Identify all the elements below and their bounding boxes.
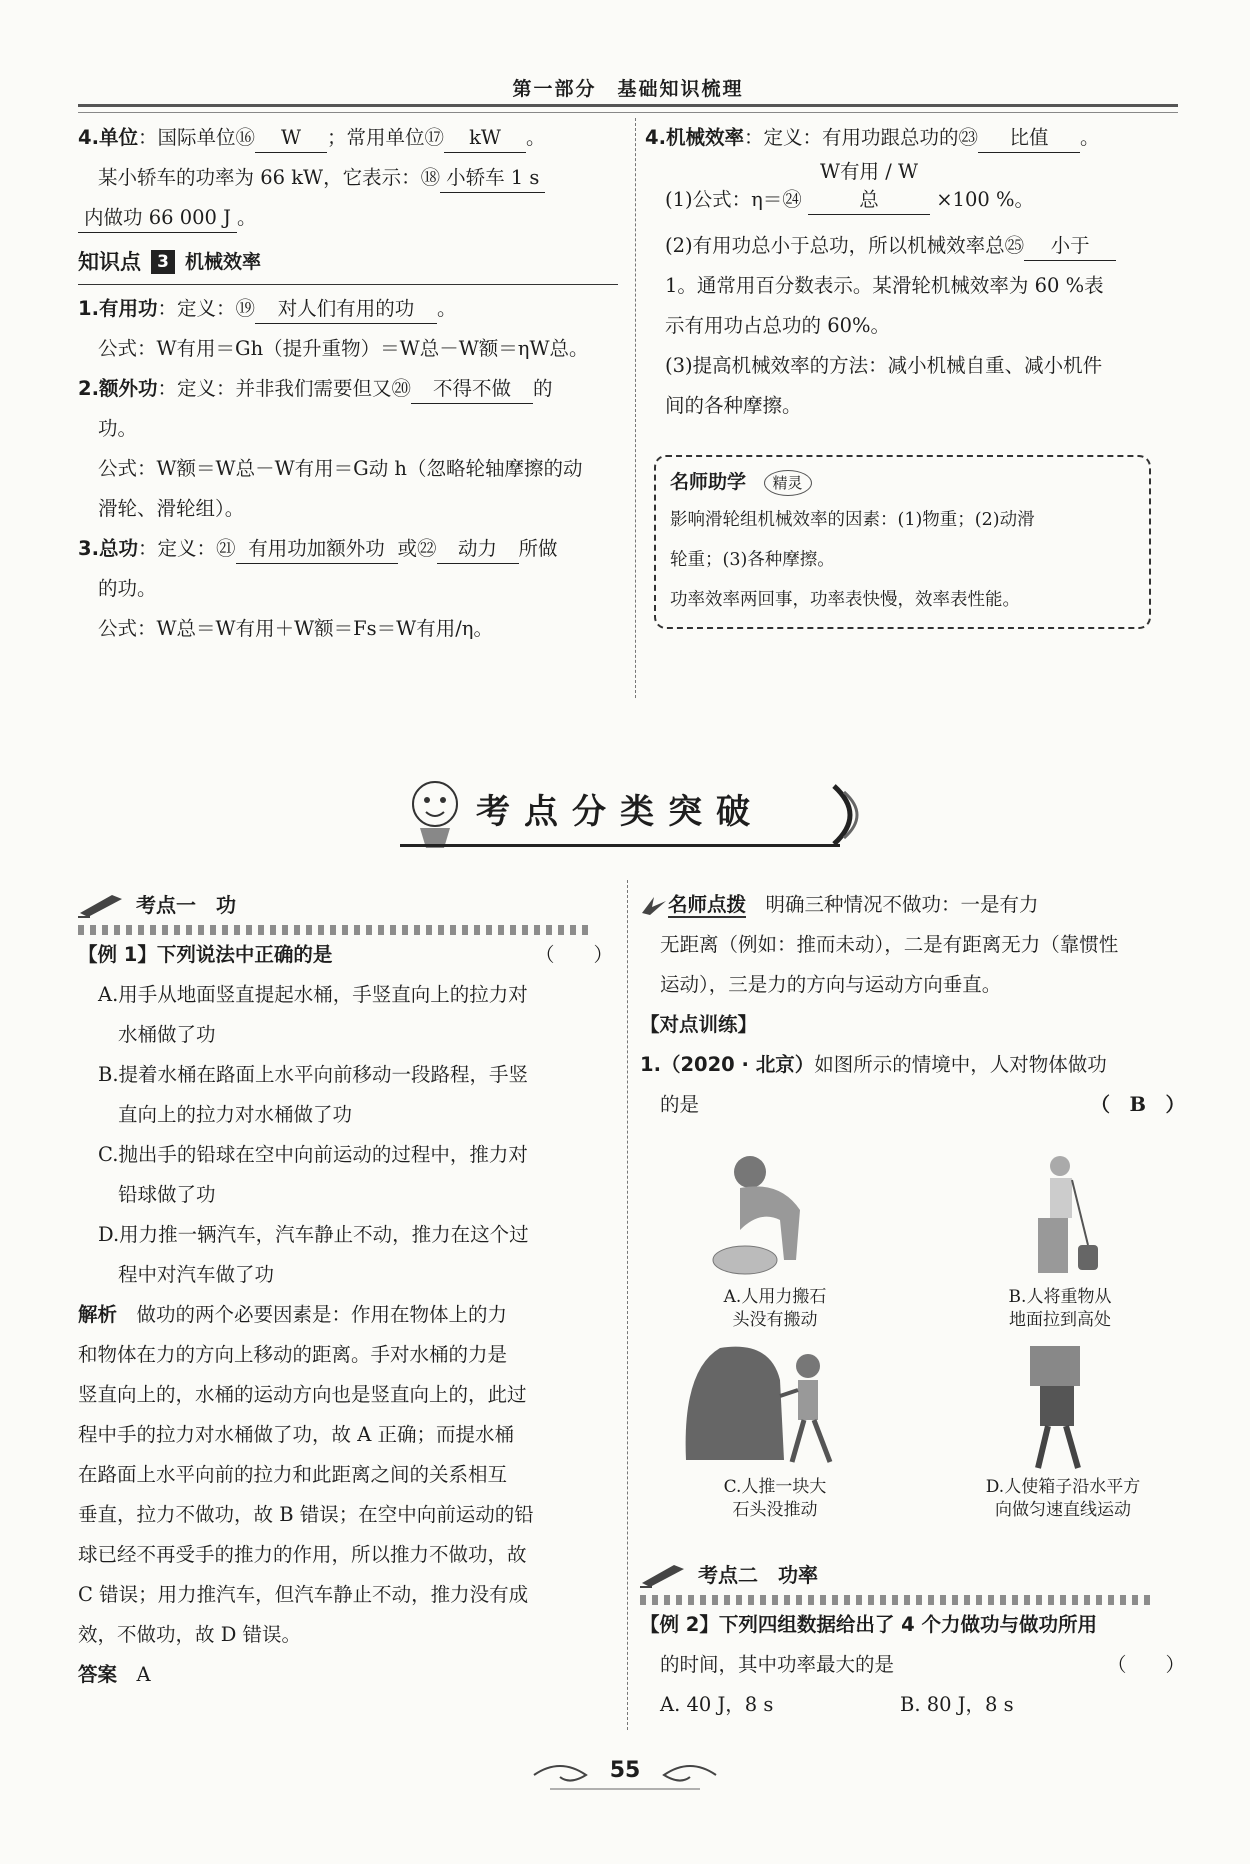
section-banner: 考点分类突破 xyxy=(400,782,840,847)
answer-18b: 内做功 66 000 J xyxy=(78,204,237,233)
option-b: B.提着水桶在路面上水平向前移动一段路程，手竖 xyxy=(98,1063,529,1086)
answer-17: kW xyxy=(444,124,526,153)
useful-formula: 公式：W有用＝Gh（提升重物）＝W总－W额＝ηW总。 xyxy=(98,337,589,360)
knowledge-point-3-heading: 知识点 3 机械效率 xyxy=(78,240,618,285)
total-formula: 公式：W总＝W有用＋W额＝Fs＝W有用/η。 xyxy=(98,617,493,640)
analysis-line-4: 程中手的拉力对水桶做了功，故 A 正确；而提水桶 xyxy=(78,1423,514,1446)
answer-19: 对人们有用的功 xyxy=(255,295,437,324)
answer-line: 答案 A xyxy=(78,1663,151,1686)
figure-d-illustration xyxy=(1010,1340,1120,1475)
exam-point-2-heading: 考点二 功率 xyxy=(640,1555,1185,1595)
example-2-options: A. 40 J，8 s B. 80 J，8 s xyxy=(660,1693,1014,1716)
right-top-column xyxy=(645,118,1185,426)
right-bottom-column-2 xyxy=(640,1555,1185,1725)
figure-d-caption: D.人使箱子沿水平方 向做匀速直线运动 xyxy=(985,1477,1141,1520)
efficiency-formula: (1)公式：η＝㉔ W有用 / W总 ×100 %。 xyxy=(645,158,1185,226)
tip-line-2: 轮重；(3)各种摩擦。 xyxy=(670,550,835,570)
answer-18a: 小轿车 1 s xyxy=(440,164,545,193)
banner-swoosh-icon xyxy=(830,782,870,848)
answer-23: 比值 xyxy=(978,124,1080,153)
tip-stamp: 精灵 xyxy=(764,470,812,496)
column-divider-bottom xyxy=(627,880,628,1730)
tip-dianbo-line-2: 无距离（例如：推而未动），二是有距离无力（靠惯性 xyxy=(660,933,1119,956)
example-1-stem: 【例 1】下列说法中正确的是 （ ） xyxy=(78,943,613,966)
efficiency-p3b: 间的各种摩擦。 xyxy=(665,394,802,417)
total-work-line-2: 的功。 xyxy=(98,577,157,600)
figure-a-illustration xyxy=(700,1150,840,1280)
option-d-2: 程中对汽车做了功 xyxy=(118,1263,275,1286)
right-bottom-column xyxy=(640,885,1185,1125)
page-number: 55 xyxy=(609,1758,641,1783)
analysis-line-6: 垂直，拉力不做功，故 B 错误；在空中向前运动的铅 xyxy=(78,1503,534,1526)
training-heading: 【对点训练】 xyxy=(640,1013,758,1036)
extra-work-line: 2.额外功：定义：并非我们需要但又⑳ 不得不做 的 xyxy=(78,369,618,409)
tip-line-3: 功率效率两回事，功率表快慢，效率表性能。 xyxy=(670,590,1020,610)
analysis-line-5: 在路面上水平向前的拉力和此距离之间的关系相互 xyxy=(78,1463,508,1486)
tip-dianbo-line-1: 名师点拨 明确三种情况不做功：一是有力 xyxy=(640,885,1185,925)
efficiency-p2c: 示有用功占总功的 60%。 xyxy=(665,314,891,337)
tip-dianbo-line-3: 运动），三是力的方向与运动方向垂直。 xyxy=(660,973,1002,996)
answer-22: 动力 xyxy=(437,535,519,564)
analysis-line-8: C 错误；用力推汽车，但汽车静止不动，推力没有成 xyxy=(78,1583,529,1606)
example-2-stem: 【例 2】下列四组数据给出了 4 个力做功与做功所用 xyxy=(640,1613,1098,1636)
tip-line-1: 影响滑轮组机械效率的因素：(1)物重；(2)动滑 xyxy=(670,510,1035,530)
analysis-line-7: 球已经不再受手的推力的作用，所以推力不做功，故 xyxy=(78,1543,527,1566)
header-rule xyxy=(78,104,1178,113)
tip-box xyxy=(654,455,1151,629)
page-header: 第一部分 基础知识梳理 xyxy=(512,78,744,100)
wave-rule xyxy=(78,925,588,935)
question-1-line: 1.（2020 · 北京）如图所示的情境中，人对物体做功 xyxy=(640,1053,1107,1076)
car-line: 某小轿车的功率为 66 kW，它表示：⑱ 小轿车 1 s xyxy=(78,158,618,198)
analysis-line-2: 和物体在力的方向上移动的距离。手对水桶的力是 xyxy=(78,1343,508,1366)
figure-c-illustration xyxy=(680,1340,860,1475)
unit-line: 4.单位：国际单位⑯ W ；常用单位⑰ kW 。 xyxy=(78,118,618,158)
figure-b-caption: B.人将重物从 地面拉到高处 xyxy=(1008,1287,1112,1330)
figure-a-caption: A.人用力搬石 头没有搬动 xyxy=(723,1287,827,1330)
exam-point-1-heading: 考点一 功 xyxy=(78,885,613,925)
answer-16: W xyxy=(255,124,327,153)
option-c-2: 铅球做了功 xyxy=(118,1183,216,1206)
figure-b-illustration xyxy=(1010,1150,1120,1280)
sparkle-icon xyxy=(640,895,668,917)
extra-formula-2: 滑轮、滑轮组）。 xyxy=(98,497,245,520)
answer-21: 有用功加额外功 xyxy=(236,535,398,564)
car-line-2: 内做功 66 000 J 。 xyxy=(78,198,618,238)
question-1-answer: （ B ） xyxy=(1090,1093,1185,1116)
tip-box-title-row: 名师助学 精灵 xyxy=(670,465,1135,500)
option-a: A.用手从地面竖直提起水桶，手竖直向上的拉力对 xyxy=(98,983,528,1006)
analysis-line-9: 效，不做功，故 D 错误。 xyxy=(78,1623,302,1646)
column-divider-top xyxy=(635,118,636,698)
wave-rule xyxy=(640,1595,1150,1605)
useful-work-line: 1.有用功：定义：⑲ 对人们有用的功 。 xyxy=(78,289,618,329)
total-work-line: 3.总功：定义：㉑ 有用功加额外功 或㉒ 动力 所做 xyxy=(78,529,618,569)
answer-20: 不得不做 xyxy=(411,375,533,404)
extra-formula: 公式：W额＝W总－W有用＝G动 h（忽略轮轴摩擦的动 xyxy=(98,457,583,480)
option-c: C.抛出手的铅球在空中向前运动的过程中，推力对 xyxy=(98,1143,528,1166)
efficiency-line: 4.机械效率：定义：有用功跟总功的㉓ 比值 。 xyxy=(645,118,1185,158)
answer-24: W有用 / W总 xyxy=(808,158,930,215)
analysis-line-3: 竖直向上的，水桶的运动方向也是竖直向上的，此过 xyxy=(78,1383,527,1406)
left-bottom-column xyxy=(78,885,613,1695)
option-b-2: 直向上的拉力对水桶做了功 xyxy=(118,1103,353,1126)
pen-icon xyxy=(640,1561,686,1589)
analysis-line-1: 解析 做功的两个必要因素是：作用在物体上的力 xyxy=(78,1303,508,1326)
option-d: D.用力推一辆汽车，汽车静止不动，推力在这个过 xyxy=(98,1223,529,1246)
kp3-number-box: 3 xyxy=(151,250,175,274)
option-a-2: 水桶做了功 xyxy=(118,1023,216,1046)
example-2-stem-2: 的时间，其中功率最大的是 （ ） xyxy=(660,1653,1185,1676)
answer-25: 小于 xyxy=(1024,232,1116,261)
question-1-line-2: 的是 （ B ） xyxy=(640,1085,1185,1125)
extra-work-line-2: 功。 xyxy=(98,417,138,440)
figure-c-caption: C.人推一块大 石头没推动 xyxy=(723,1477,827,1520)
efficiency-p2b: 1。通常用百分数表示。某滑轮机械效率为 60 %表 xyxy=(665,274,1104,297)
left-top-column xyxy=(78,118,618,649)
efficiency-p3: (3)提高机械效率的方法：减小机械自重、减小机件 xyxy=(665,354,1103,377)
pen-icon xyxy=(78,891,124,919)
efficiency-p2: (2)有用功总小于总功，所以机械效率总㉕ 小于 xyxy=(645,226,1185,266)
